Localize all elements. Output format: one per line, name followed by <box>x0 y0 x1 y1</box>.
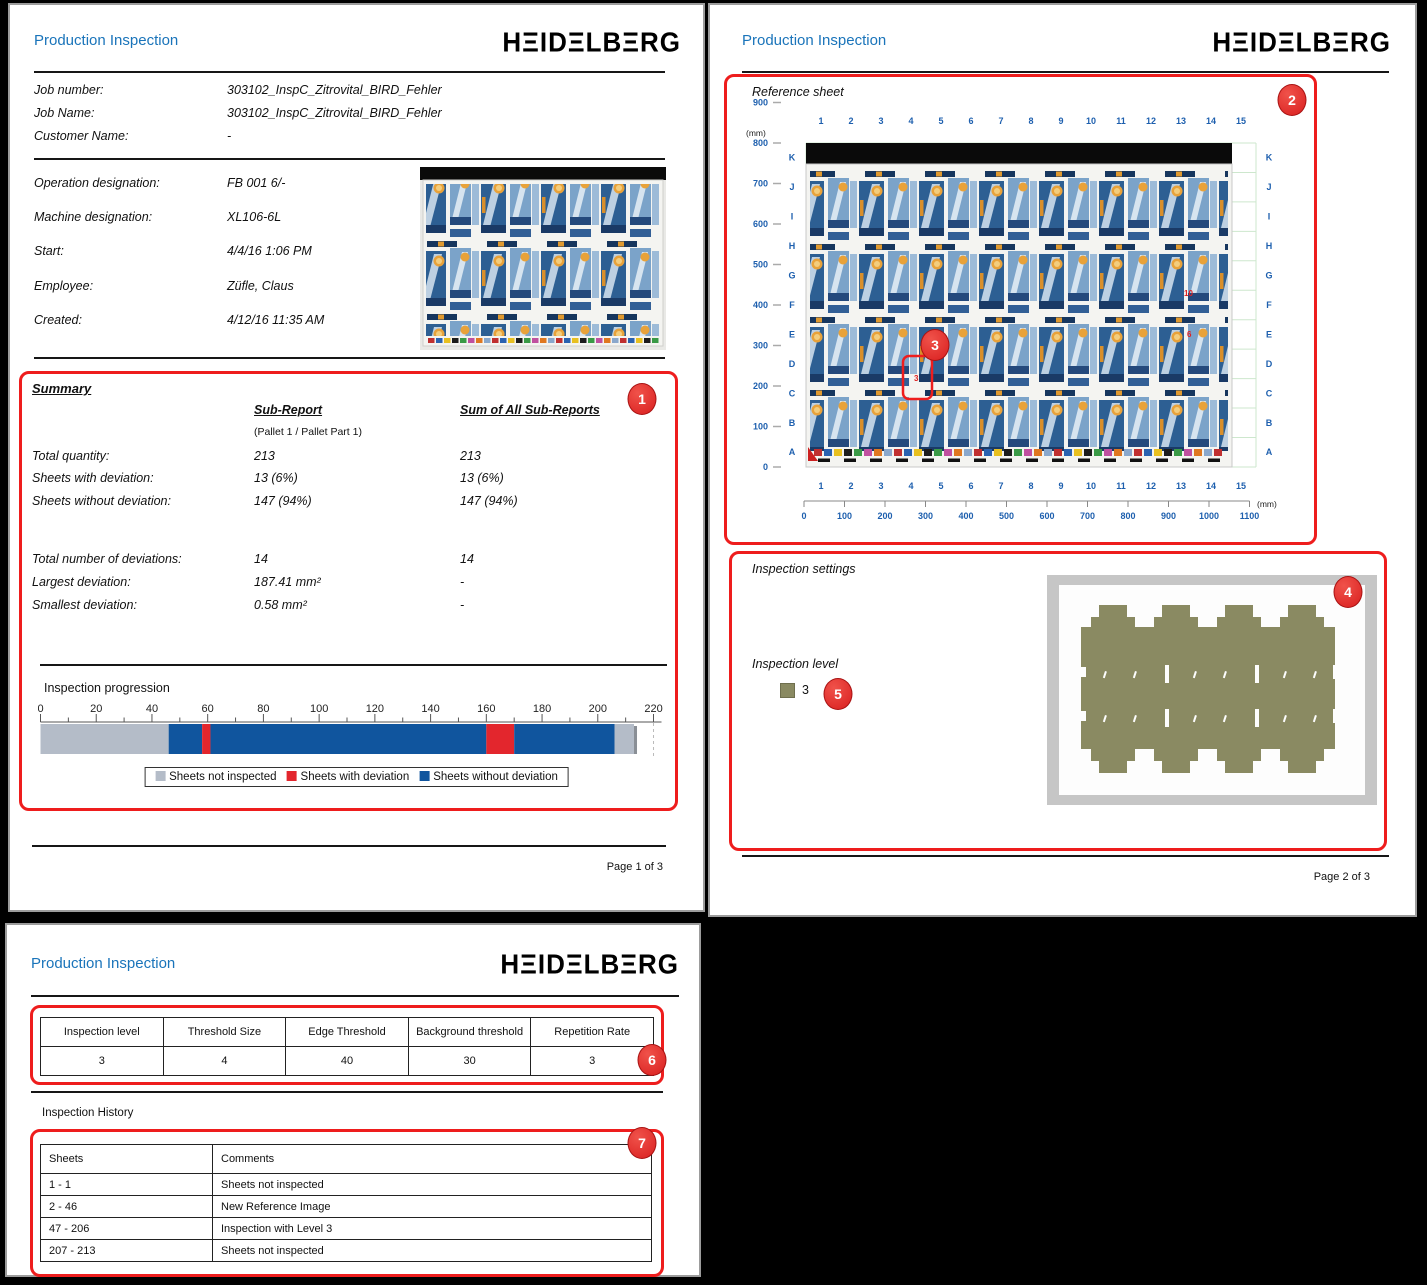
svg-text:200: 200 <box>752 381 768 391</box>
settings-table <box>40 1017 654 1076</box>
svg-text:F: F <box>1266 299 1272 310</box>
svg-text:6: 6 <box>968 481 974 491</box>
table-header-row <box>41 1018 654 1047</box>
svg-text:10: 10 <box>1085 116 1097 126</box>
table-value-row <box>41 1047 654 1076</box>
svg-text:8: 8 <box>1028 481 1034 491</box>
divider <box>742 855 1389 857</box>
svg-text:14: 14 <box>1205 481 1217 491</box>
svg-text:40: 40 <box>145 703 159 715</box>
summary-sum-value: - <box>460 575 465 589</box>
svg-text:1100: 1100 <box>1239 511 1260 521</box>
inspection-level-value: 3 <box>802 683 809 697</box>
svg-text:15: 15 <box>1235 116 1247 126</box>
value-cell: 3 <box>41 1047 164 1076</box>
sum-column-header: Sum of All Sub-Reports <box>460 403 600 417</box>
sheets-cell: 2 - 46 <box>41 1196 213 1218</box>
svg-text:K: K <box>788 152 796 163</box>
legend-swatch-red <box>287 771 297 781</box>
svg-text:220: 220 <box>644 703 663 715</box>
svg-text:I: I <box>790 211 794 222</box>
sheet-thumbnail-image <box>420 167 666 355</box>
value-cell: 30 <box>408 1047 531 1076</box>
svg-text:E: E <box>1265 329 1273 340</box>
svg-text:11: 11 <box>1116 481 1126 491</box>
report-page-1 <box>8 3 705 912</box>
svg-text:0: 0 <box>762 462 768 472</box>
svg-text:D: D <box>788 358 796 369</box>
svg-text:3: 3 <box>914 374 919 383</box>
svg-text:700: 700 <box>1079 511 1096 521</box>
divider <box>31 1091 663 1093</box>
svg-text:6: 6 <box>1187 330 1192 339</box>
svg-text:900: 900 <box>1160 511 1177 521</box>
summary-label: Sheets with deviation: <box>32 471 154 485</box>
field-row <box>34 176 286 190</box>
summary-sum-value: 13 (6%) <box>460 471 504 485</box>
summary-label: Total number of deviations: <box>32 552 182 566</box>
svg-text:5: 5 <box>938 481 944 491</box>
svg-text:C: C <box>1265 388 1273 399</box>
header-cell: Sheets <box>41 1145 213 1174</box>
svg-text:7: 7 <box>998 481 1004 491</box>
page-number: Page 1 of 3 <box>606 861 663 873</box>
field-label: Operation designation: <box>34 176 160 190</box>
svg-text:60: 60 <box>201 703 214 715</box>
svg-text:100: 100 <box>752 421 768 432</box>
header-cell: Repetition Rate <box>531 1018 654 1047</box>
svg-text:800: 800 <box>1120 511 1136 521</box>
field-value: FB 001 6/- <box>227 176 286 190</box>
field-value: 4/12/16 11:35 AM <box>227 313 325 327</box>
sheets-cell: 207 - 213 <box>41 1240 213 1262</box>
svg-text:H: H <box>1265 241 1273 252</box>
svg-text:13: 13 <box>1175 481 1187 491</box>
svg-text:K: K <box>1265 152 1273 163</box>
field-label: Employee: <box>34 279 94 293</box>
legend-swatch-blue <box>419 771 429 781</box>
page-title: Production Inspection <box>34 32 179 49</box>
annotation-marker-2: 2 <box>1278 84 1307 116</box>
svg-text:100: 100 <box>309 703 329 715</box>
annotation-marker-1: 1 <box>628 383 657 415</box>
legend-item: Sheets not inspected <box>155 771 276 783</box>
annotation-marker-5: 5 <box>824 678 853 710</box>
svg-text:1000: 1000 <box>1198 511 1220 521</box>
sheets-cell: 47 - 206 <box>41 1218 213 1240</box>
svg-text:1: 1 <box>818 481 824 491</box>
comment-cell: Inspection with Level 3 <box>213 1218 652 1240</box>
reference-sheet-title: Reference sheet <box>752 85 844 99</box>
svg-text:(mm): (mm) <box>746 128 766 138</box>
field-value: - <box>227 129 232 143</box>
field-label: Machine designation: <box>34 210 153 224</box>
svg-text:800: 800 <box>752 138 768 148</box>
page-number: Page 2 of 3 <box>1313 871 1370 883</box>
svg-text:J: J <box>789 182 795 193</box>
summary-sub-value: 187.41 mm² <box>254 575 321 589</box>
summary-sum-value: 213 <box>460 449 481 463</box>
svg-text:600: 600 <box>1039 511 1055 521</box>
annotation-marker-6: 6 <box>638 1044 667 1076</box>
svg-text:100: 100 <box>836 511 853 521</box>
table-row <box>41 1174 652 1196</box>
svg-text:140: 140 <box>421 703 440 715</box>
svg-text:1: 1 <box>818 116 824 126</box>
field-label: Job Name: <box>34 106 95 120</box>
svg-text:13: 13 <box>1175 116 1187 126</box>
svg-text:2: 2 <box>848 481 854 491</box>
svg-text:600: 600 <box>752 219 768 229</box>
page-title: Production Inspection <box>742 32 887 49</box>
svg-text:A: A <box>788 447 796 458</box>
header-cell: Inspection level <box>41 1018 164 1047</box>
inspection-level-swatch <box>780 683 795 698</box>
svg-text:B: B <box>1265 417 1273 428</box>
heidelberg-logo: HΞIDΞLBΞRG <box>502 25 681 59</box>
table-row <box>41 1218 652 1240</box>
svg-text:6: 6 <box>968 116 974 126</box>
svg-text:G: G <box>788 270 796 281</box>
svg-text:500: 500 <box>752 259 768 270</box>
svg-text:200: 200 <box>877 511 893 521</box>
svg-text:(mm): (mm) <box>1257 499 1277 509</box>
svg-text:5: 5 <box>938 116 944 126</box>
svg-text:A: A <box>1265 447 1273 458</box>
svg-text:3: 3 <box>878 116 884 126</box>
comment-cell: Sheets not inspected <box>213 1240 652 1262</box>
legend-swatch-gray <box>155 771 165 781</box>
svg-text:0: 0 <box>38 703 44 715</box>
svg-text:11: 11 <box>1116 116 1126 126</box>
report-page-2 <box>708 3 1417 917</box>
table-row <box>41 1240 652 1262</box>
svg-text:80: 80 <box>257 703 270 715</box>
summary-sub-value: 213 <box>254 449 275 463</box>
heidelberg-logo: HΞIDΞLBΞRG <box>500 947 679 981</box>
svg-text:10: 10 <box>1085 481 1097 491</box>
svg-text:0: 0 <box>801 511 807 521</box>
svg-text:400: 400 <box>958 511 974 521</box>
header-cell: Comments <box>213 1145 652 1174</box>
svg-text:120: 120 <box>365 703 385 715</box>
chart-legend <box>144 767 569 787</box>
svg-text:D: D <box>1265 358 1273 369</box>
inspection-history-table <box>40 1144 652 1262</box>
legend-item: Sheets without deviation <box>419 771 558 783</box>
sheets-cell: 1 - 1 <box>41 1174 213 1196</box>
summary-sub-value: 14 <box>254 552 268 566</box>
inspection-mask-image <box>1047 575 1377 810</box>
field-value: XL106-6L <box>227 210 282 224</box>
progression-bar-chart <box>38 701 670 766</box>
divider <box>34 357 665 359</box>
progression-chart-title: Inspection progression <box>44 681 170 695</box>
field-row <box>34 210 282 224</box>
svg-text:500: 500 <box>998 511 1015 521</box>
field-row <box>34 129 232 143</box>
report-page-3 <box>5 923 701 1277</box>
value-cell: 4 <box>163 1047 286 1076</box>
heidelberg-logo: HΞIDΞLBΞRG <box>1212 25 1391 59</box>
svg-text:400: 400 <box>752 300 768 310</box>
svg-text:G: G <box>1265 270 1273 281</box>
subreport-column-header: Sub-Report <box>254 403 323 417</box>
reference-sheet-image <box>738 97 1316 544</box>
divider <box>34 71 665 73</box>
field-value: 303102_InspC_Zitrovital_BIRD_Fehler <box>227 106 442 120</box>
field-label: Created: <box>34 313 82 327</box>
divider <box>31 995 679 997</box>
svg-text:C: C <box>788 388 796 399</box>
svg-text:12: 12 <box>1145 481 1157 491</box>
field-value: 303102_InspC_Zitrovital_BIRD_Fehler <box>227 83 442 97</box>
pallet-note: (Pallet 1 / Pallet Part 1) <box>254 426 362 438</box>
field-row <box>34 279 294 293</box>
inspection-history-title: Inspection History <box>42 1107 134 1119</box>
annotation-marker-3: 3 <box>921 329 950 361</box>
divider <box>742 71 1389 73</box>
svg-text:3: 3 <box>878 481 884 491</box>
field-label: Start: <box>34 244 64 258</box>
summary-label: Smallest deviation: <box>32 598 137 612</box>
header-cell: Background threshold <box>408 1018 531 1047</box>
inspection-settings-title: Inspection settings <box>752 562 856 576</box>
svg-text:12: 12 <box>1145 116 1157 126</box>
header-cell: Threshold Size <box>163 1018 286 1047</box>
svg-text:7: 7 <box>998 116 1004 126</box>
svg-text:B: B <box>788 417 796 428</box>
summary-sub-value: 0.58 mm² <box>254 598 307 612</box>
summary-heading: Summary <box>32 381 92 396</box>
svg-text:14: 14 <box>1205 116 1217 126</box>
field-label: Customer Name: <box>34 129 129 143</box>
summary-sub-value: 147 (94%) <box>254 494 312 508</box>
annotation-marker-4: 4 <box>1334 576 1363 608</box>
legend-item: Sheets with deviation <box>287 771 410 783</box>
svg-text:900: 900 <box>752 97 768 108</box>
value-cell: 40 <box>286 1047 409 1076</box>
svg-text:300: 300 <box>752 340 768 351</box>
field-value: Züfle, Claus <box>227 279 294 293</box>
value-cell: 3 <box>531 1047 654 1076</box>
field-row <box>34 244 312 258</box>
field-row <box>34 106 442 120</box>
divider <box>34 158 665 160</box>
summary-sum-value: 14 <box>460 552 474 566</box>
svg-text:E: E <box>788 329 796 340</box>
field-value: 4/4/16 1:06 PM <box>227 244 312 258</box>
field-row <box>34 313 325 327</box>
svg-text:9: 9 <box>1058 481 1064 491</box>
summary-sum-value: - <box>460 598 465 612</box>
summary-sum-value: 147 (94%) <box>460 494 518 508</box>
summary-label: Largest deviation: <box>32 575 131 589</box>
table-row <box>41 1196 652 1218</box>
svg-text:700: 700 <box>752 178 768 189</box>
svg-text:2: 2 <box>848 116 854 126</box>
svg-text:15: 15 <box>1235 481 1247 491</box>
svg-text:300: 300 <box>917 511 934 521</box>
svg-text:J: J <box>1266 182 1272 193</box>
svg-text:4: 4 <box>908 116 914 126</box>
svg-text:20: 20 <box>90 703 103 715</box>
comment-cell: New Reference Image <box>213 1196 652 1218</box>
field-row <box>34 83 442 97</box>
summary-label: Total quantity: <box>32 449 110 463</box>
divider <box>40 664 667 666</box>
summary-sub-value: 13 (6%) <box>254 471 298 485</box>
svg-text:F: F <box>789 299 795 310</box>
page-title: Production Inspection <box>31 955 176 972</box>
svg-text:10: 10 <box>1184 289 1193 298</box>
divider <box>32 845 666 847</box>
svg-text:H: H <box>788 241 796 252</box>
svg-text:4: 4 <box>908 481 914 491</box>
svg-text:180: 180 <box>532 703 552 715</box>
svg-text:8: 8 <box>1028 116 1034 126</box>
svg-text:9: 9 <box>1058 116 1064 126</box>
svg-text:200: 200 <box>588 703 607 715</box>
table-header-row <box>41 1145 652 1174</box>
inspection-level-label: Inspection level <box>752 657 839 671</box>
field-label: Job number: <box>34 83 104 97</box>
header-cell: Edge Threshold <box>286 1018 409 1047</box>
svg-text:160: 160 <box>477 703 496 715</box>
comment-cell: Sheets not inspected <box>213 1174 652 1196</box>
svg-text:I: I <box>1267 211 1271 222</box>
annotation-marker-7: 7 <box>628 1127 657 1159</box>
summary-label: Sheets without deviation: <box>32 494 171 508</box>
